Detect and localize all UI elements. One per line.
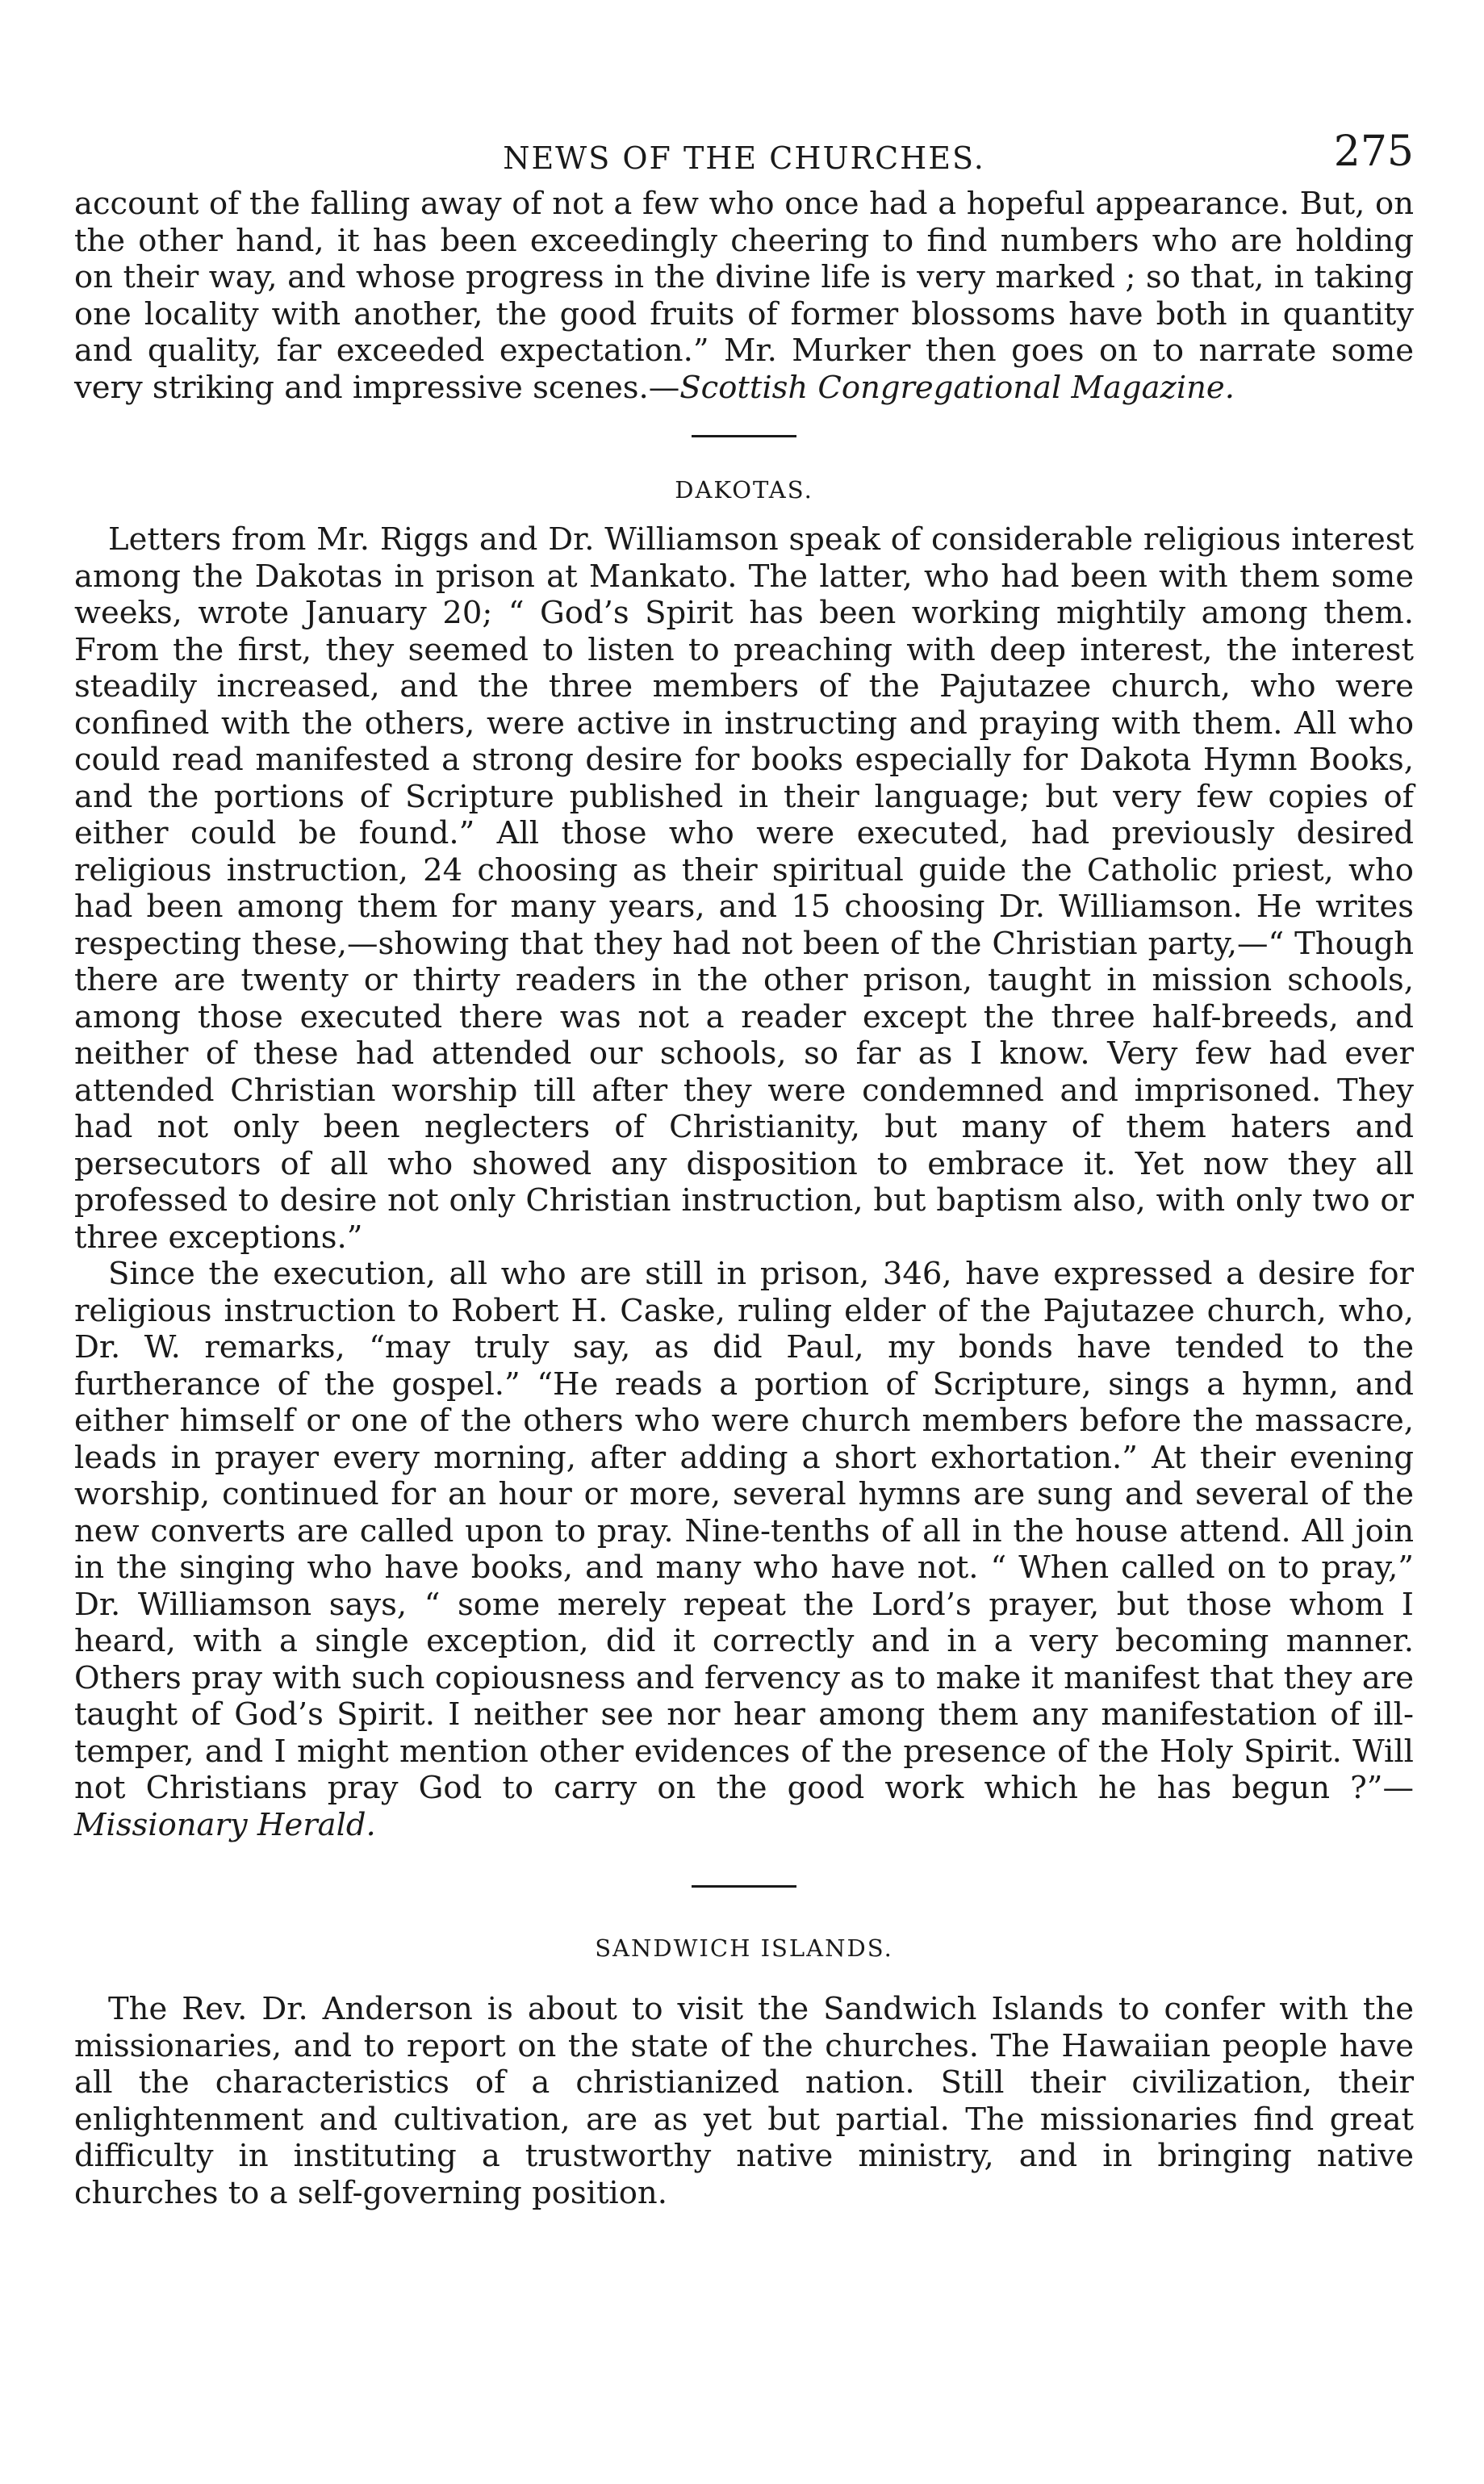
page xyxy=(74,113,1414,2211)
section-heading-sandwich-islands: SANDWICH ISLANDS. xyxy=(595,1934,893,1962)
sandwich-paragraph-1: The Rev. Dr. Anderson is about to visit the Sandwich Islands to confer with the missionaries, and to report on the state of the churches. The Hawaiian people have all the characteristics of a christianized nation. Still their civilization, their enlightenment and cultivation, are as yet but partial. The missionaries find great difficulty in instituting a trustworthy native ministry, and in bringing native churches to a self-governing position. xyxy=(74,1991,1414,2211)
dakotas-paragraph-2 xyxy=(74,1256,1414,1843)
running-title: NEWS OF THE CHURCHES. xyxy=(503,140,985,176)
running-head xyxy=(74,113,1414,186)
section-heading-dakotas: DAKOTAS. xyxy=(675,476,813,504)
section-divider xyxy=(692,1885,796,1888)
page-number: 275 xyxy=(1333,128,1414,176)
dakotas-source: Missionary Herald. xyxy=(74,1806,376,1843)
opening-paragraph xyxy=(74,186,1414,406)
opening-source: Scottish Congregational Magazine. xyxy=(679,369,1235,406)
dakotas-paragraph-2-text: Since the execution, all who are still in prison, 346, have expressed a desire for religious instruction to Robert H. Caske, ruling elder of the Pajutazee church, who, Dr. W. remarks, “may truly say, as did Paul, my bonds have tended to the furtherance of the gospel.” “He reads a portion of Scripture, sings a hymn, and either himself or one of the others who were church members before the massacre, leads in prayer every morning, after adding a short exhortation.” At their evening worship, continued for an hour or more, several hymns are sung and several of the new converts are called upon to pray. Nine-tenths of all in the house attend. All join in the singing who have books, and many who have not. “ When called on to pray,” Dr. Williamson says, “ some merely repeat the Lord’s prayer, but those whom I heard, with a single exception, did it correctly and in a very becoming manner. Others pray with such copiousness and fervency as to make it manifest that they are taught of God’s Spirit. I neither see nor hear among them any manifestation of ill-temper, and I might mention other evidences of the presence of the Holy Spirit. Will not Christians pray God to carry on the good work which he has begun ?”— xyxy=(74,1256,1414,1806)
section-divider xyxy=(692,435,796,437)
dakotas-paragraph-1: Letters from Mr. Riggs and Dr. Williamson speak of considerable religious interest among the Dakotas in prison at Mankato. The latter, who had been with them some weeks, wrote January 20; “ God’s Spirit has been working mightily among them. From the first, they seemed to listen to preaching with deep interest, the interest steadily increased, and the three members of the Pajutazee church, who were confined with the others, were active in instructing and praying with them. All who could read manifested a strong desire for books especially for Dakota Hymn Books, and the portions of Scripture published in their language; but very few copies of either could be found.” All those who were executed, had previously desired religious instruction, 24 choosing as their spiritual guide the Catholic priest, who had been among them for many years, and 15 choosing Dr. Williamson. He writes respecting these,—showing that they had not been of the Christian party,—“ Though there are twenty or thirty readers in the other prison, taught in mission schools, among those executed there was not a reader except the three half-breeds, and neither of these had attended our schools, so far as I know. Very few had ever attended Christian worship till after they were condemned and imprisoned. They had not only been neglecters of Christianity, but many of them haters and persecutors of all who showed any disposition to embrace it. Yet now they all professed to desire not only Christian instruction, but baptism also, with only two or three exceptions.” xyxy=(74,521,1414,1256)
opening-text: account of the falling away of not a few who once had a hopeful appearance. But, on the other hand, it has been exceedingly cheering to find numbers who are holding on their way, and whose progress in the divine life is very marked ; so that, in taking one locality with another, the good fruits of former blossoms have both in quantity and quality, far exceeded expectation.” Mr. Murker then goes on to narrate some very striking and impressive scenes.— xyxy=(74,186,1414,406)
